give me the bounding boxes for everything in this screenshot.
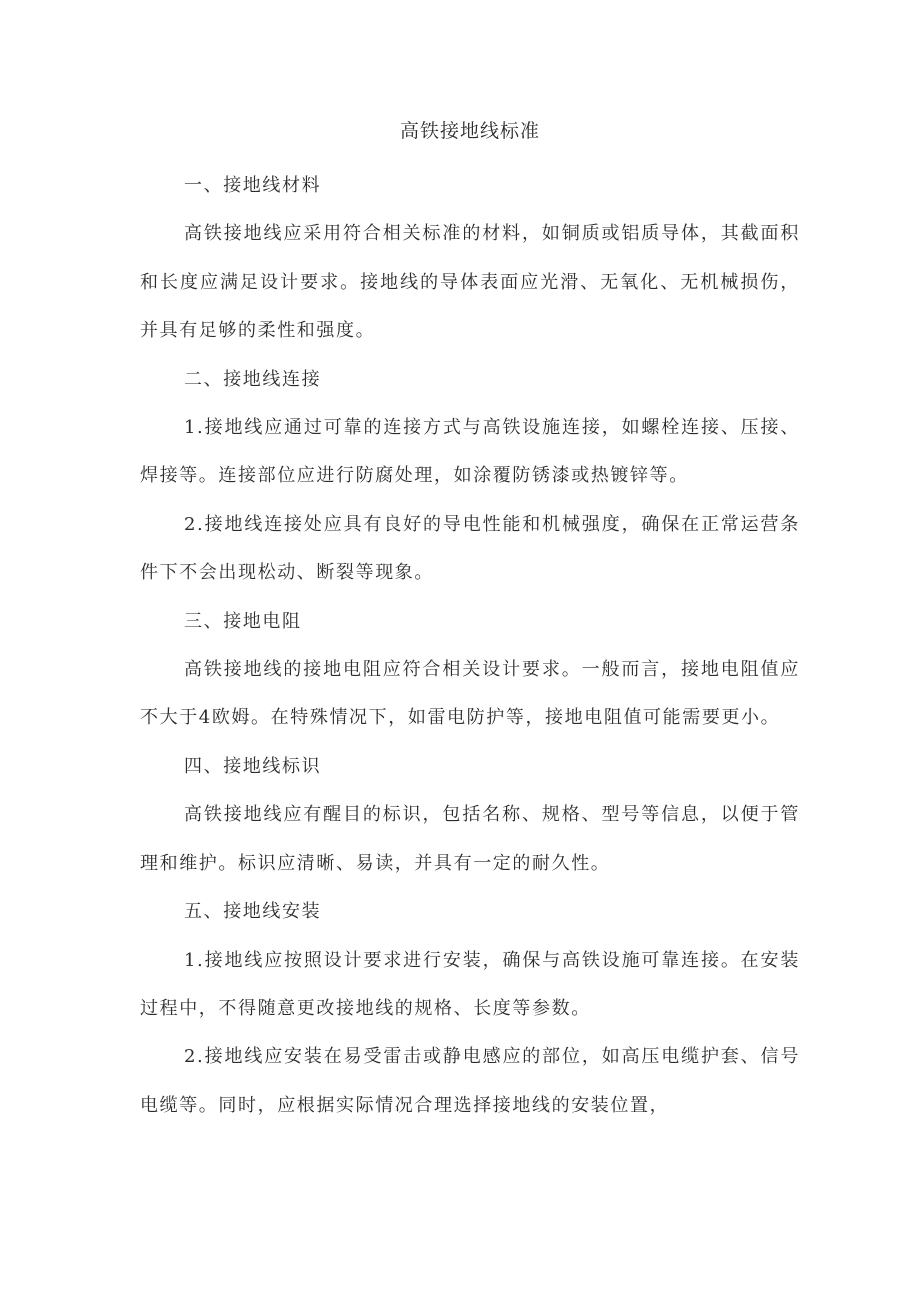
paragraph-marking: 高铁接地线应有醒目的标识，包括名称、规格、型号等信息，以便于管理和维护。标识应清晰、易读，并具有一定的耐久性。 — [140, 804, 800, 874]
section-heading-resistance: 三、接地电阻 — [184, 610, 302, 632]
section-heading-materials: 一、接地线材料 — [184, 175, 322, 196]
section-heading-marking: 四、接地线标识 — [184, 755, 322, 777]
section-heading-connection: 二、接地线连接 — [184, 368, 322, 390]
paragraph-connection-1: 1.接地线应通过可靠的连接方式与高铁设施连接，如螺栓连接、压接、焊接等。连接部位应进行防腐处理，如涂覆防锈漆或热镀锌等。 — [140, 417, 800, 487]
paragraph-installation-1: 1.接地线应按照设计要求进行安装，确保与高铁设施可靠连接。在安装过程中，不得随意更改接地线的规格、长度等参数。 — [140, 949, 800, 1019]
paragraph-connection-2: 2.接地线连接处应具有良好的导电性能和机械强度，确保在正常运营条件下不会出现松动、断裂等现象。 — [140, 513, 800, 584]
section-heading-installation: 五、接地线安装 — [184, 901, 322, 923]
document-title: 高铁接地线标准 — [399, 120, 540, 142]
document-body — [140, 162, 800, 1130]
paragraph-installation-2: 2.接地线应安装在易受雷击或静电感应的部位，如高压电缆护套、信号电缆等。同时，应根据实际情况合理选择接地线的安装位置， — [140, 1046, 800, 1116]
paragraph-materials: 高铁接地线应采用符合相关标准的材料，如铜质或铝质导体，其截面积和长度应满足设计要求。接地线的导体表面应光滑、无氧化、无机械损伤，并具有足够的柔性和强度。 — [140, 223, 800, 342]
paragraph-resistance: 高铁接地线的接地电阻应符合相关设计要求。一般而言，接地电阻值应不大于4欧姆。在特殊情况下，如雷电防护等，接地电阻值可能需要更小。 — [140, 659, 800, 729]
